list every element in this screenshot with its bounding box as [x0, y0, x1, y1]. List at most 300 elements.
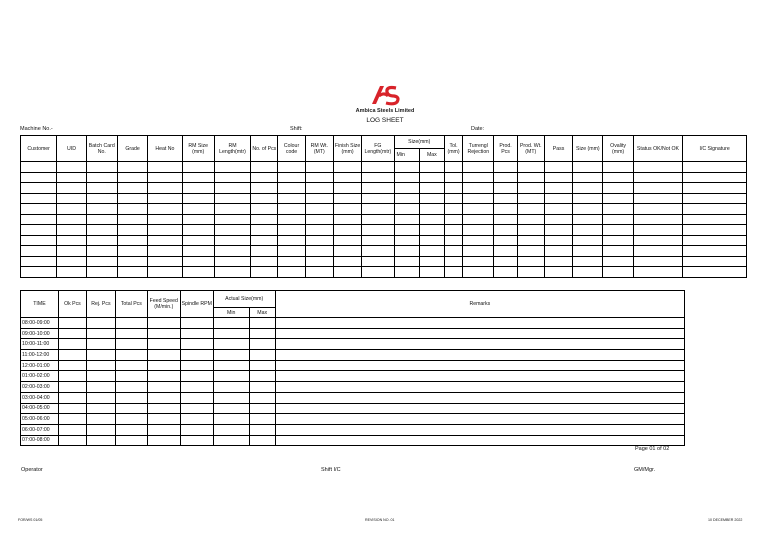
- table-cell[interactable]: [148, 235, 182, 246]
- table-cell[interactable]: [182, 256, 214, 267]
- table-cell[interactable]: [305, 256, 333, 267]
- table-cell[interactable]: [573, 256, 603, 267]
- table-cell[interactable]: [278, 225, 305, 236]
- table-cell[interactable]: [249, 360, 275, 371]
- table-cell[interactable]: [463, 193, 494, 204]
- table-cell[interactable]: [115, 318, 147, 329]
- table-cell[interactable]: [444, 246, 462, 257]
- table-cell[interactable]: [419, 235, 444, 246]
- table-cell[interactable]: [147, 424, 180, 435]
- table-cell[interactable]: [544, 235, 572, 246]
- table-cell[interactable]: [633, 172, 682, 183]
- table-cell[interactable]: [249, 339, 275, 350]
- table-cell[interactable]: [517, 193, 544, 204]
- table-cell[interactable]: [544, 214, 572, 225]
- table-cell[interactable]: [180, 435, 213, 446]
- table-cell[interactable]: [633, 193, 682, 204]
- table-cell[interactable]: [117, 246, 147, 257]
- table-cell[interactable]: [603, 246, 633, 257]
- table-cell[interactable]: [214, 214, 250, 225]
- table-cell[interactable]: [148, 267, 182, 278]
- table-cell[interactable]: [180, 318, 213, 329]
- table-cell[interactable]: [148, 183, 182, 194]
- table-cell[interactable]: [147, 435, 180, 446]
- table-cell[interactable]: [362, 172, 394, 183]
- table-cell[interactable]: [86, 204, 117, 215]
- table-cell[interactable]: [278, 193, 305, 204]
- table-cell[interactable]: [251, 162, 278, 173]
- table-cell[interactable]: [213, 414, 249, 425]
- table-cell[interactable]: [603, 183, 633, 194]
- table-cell[interactable]: [275, 382, 684, 393]
- table-cell[interactable]: [86, 392, 115, 403]
- table-cell[interactable]: [275, 360, 684, 371]
- table-cell[interactable]: [58, 360, 86, 371]
- table-cell[interactable]: [517, 172, 544, 183]
- table-cell[interactable]: [147, 392, 180, 403]
- table-cell[interactable]: [394, 225, 419, 236]
- table-cell[interactable]: [86, 424, 115, 435]
- table-cell[interactable]: [58, 392, 86, 403]
- table-cell[interactable]: [275, 328, 684, 339]
- table-cell[interactable]: [214, 193, 250, 204]
- table-cell[interactable]: [117, 225, 147, 236]
- table-cell[interactable]: [275, 371, 684, 382]
- table-cell[interactable]: [117, 183, 147, 194]
- table-cell[interactable]: [419, 172, 444, 183]
- table-cell[interactable]: [21, 162, 57, 173]
- table-cell[interactable]: [182, 204, 214, 215]
- table-cell[interactable]: [517, 183, 544, 194]
- table-cell[interactable]: [86, 339, 115, 350]
- table-cell[interactable]: [463, 267, 494, 278]
- table-cell[interactable]: [115, 403, 147, 414]
- table-cell[interactable]: [494, 162, 517, 173]
- table-cell[interactable]: [517, 256, 544, 267]
- table-cell[interactable]: [213, 328, 249, 339]
- table-cell[interactable]: [278, 246, 305, 257]
- table-cell[interactable]: [251, 193, 278, 204]
- table-cell[interactable]: [494, 246, 517, 257]
- table-cell[interactable]: [275, 414, 684, 425]
- table-cell[interactable]: [275, 318, 684, 329]
- table-cell[interactable]: [58, 328, 86, 339]
- table-cell[interactable]: [86, 214, 117, 225]
- table-cell[interactable]: [86, 318, 115, 329]
- table-cell[interactable]: [444, 256, 462, 267]
- table-cell[interactable]: [444, 267, 462, 278]
- table-cell[interactable]: [394, 162, 419, 173]
- table-cell[interactable]: [463, 256, 494, 267]
- table-cell[interactable]: [573, 172, 603, 183]
- table-cell[interactable]: [517, 204, 544, 215]
- table-cell[interactable]: [147, 403, 180, 414]
- table-cell[interactable]: [444, 183, 462, 194]
- table-cell[interactable]: [117, 172, 147, 183]
- table-cell[interactable]: [573, 235, 603, 246]
- table-cell[interactable]: [275, 435, 684, 446]
- table-cell[interactable]: [213, 403, 249, 414]
- table-cell[interactable]: [683, 235, 747, 246]
- table-cell[interactable]: [86, 225, 117, 236]
- table-cell[interactable]: [419, 204, 444, 215]
- table-cell[interactable]: [278, 162, 305, 173]
- table-cell[interactable]: [419, 256, 444, 267]
- table-cell[interactable]: [683, 256, 747, 267]
- table-cell[interactable]: [494, 172, 517, 183]
- table-cell[interactable]: [362, 267, 394, 278]
- table-cell[interactable]: [57, 246, 86, 257]
- table-cell[interactable]: [249, 424, 275, 435]
- table-cell[interactable]: [214, 267, 250, 278]
- table-cell[interactable]: [182, 235, 214, 246]
- table-cell[interactable]: [180, 392, 213, 403]
- table-cell[interactable]: [86, 183, 117, 194]
- table-cell[interactable]: [86, 382, 115, 393]
- table-cell[interactable]: [21, 172, 57, 183]
- table-cell[interactable]: [58, 403, 86, 414]
- table-cell[interactable]: [362, 183, 394, 194]
- table-cell[interactable]: [251, 172, 278, 183]
- table-cell[interactable]: [419, 267, 444, 278]
- table-cell[interactable]: [494, 193, 517, 204]
- table-cell[interactable]: [544, 256, 572, 267]
- table-cell[interactable]: [683, 172, 747, 183]
- table-cell[interactable]: [148, 204, 182, 215]
- table-cell[interactable]: [305, 214, 333, 225]
- table-cell[interactable]: [148, 214, 182, 225]
- table-cell[interactable]: [115, 392, 147, 403]
- table-cell[interactable]: [86, 414, 115, 425]
- table-cell[interactable]: [394, 204, 419, 215]
- table-cell[interactable]: [544, 204, 572, 215]
- table-cell[interactable]: [683, 162, 747, 173]
- table-cell[interactable]: [633, 235, 682, 246]
- table-cell[interactable]: [544, 183, 572, 194]
- table-cell[interactable]: [251, 246, 278, 257]
- table-cell[interactable]: [148, 246, 182, 257]
- table-cell[interactable]: [463, 204, 494, 215]
- table-cell[interactable]: [86, 371, 115, 382]
- table-cell[interactable]: [251, 183, 278, 194]
- table-cell[interactable]: [58, 382, 86, 393]
- table-cell[interactable]: [214, 235, 250, 246]
- table-cell[interactable]: [305, 225, 333, 236]
- table-cell[interactable]: [419, 162, 444, 173]
- table-cell[interactable]: [278, 183, 305, 194]
- table-cell[interactable]: [21, 256, 57, 267]
- table-cell[interactable]: [275, 350, 684, 361]
- table-cell[interactable]: [275, 392, 684, 403]
- table-cell[interactable]: [517, 162, 544, 173]
- table-cell[interactable]: [147, 350, 180, 361]
- table-cell[interactable]: [683, 183, 747, 194]
- table-cell[interactable]: [115, 360, 147, 371]
- table-cell[interactable]: [463, 214, 494, 225]
- table-cell[interactable]: [115, 339, 147, 350]
- table-cell[interactable]: [683, 193, 747, 204]
- table-cell[interactable]: [683, 214, 747, 225]
- table-cell[interactable]: [21, 193, 57, 204]
- table-cell[interactable]: [444, 193, 462, 204]
- table-cell[interactable]: [86, 435, 115, 446]
- table-cell[interactable]: [57, 267, 86, 278]
- table-cell[interactable]: [683, 267, 747, 278]
- table-cell[interactable]: [86, 256, 117, 267]
- table-cell[interactable]: [180, 328, 213, 339]
- table-cell[interactable]: [603, 256, 633, 267]
- table-cell[interactable]: [117, 204, 147, 215]
- table-cell[interactable]: [147, 318, 180, 329]
- table-cell[interactable]: [182, 225, 214, 236]
- table-cell[interactable]: [362, 193, 394, 204]
- table-cell[interactable]: [633, 183, 682, 194]
- table-cell[interactable]: [214, 183, 250, 194]
- table-cell[interactable]: [517, 214, 544, 225]
- table-cell[interactable]: [57, 214, 86, 225]
- table-cell[interactable]: [305, 235, 333, 246]
- table-cell[interactable]: [544, 162, 572, 173]
- table-cell[interactable]: [444, 235, 462, 246]
- table-cell[interactable]: [86, 162, 117, 173]
- table-cell[interactable]: [213, 435, 249, 446]
- table-cell[interactable]: [419, 183, 444, 194]
- table-cell[interactable]: [117, 214, 147, 225]
- table-cell[interactable]: [182, 193, 214, 204]
- table-cell[interactable]: [57, 193, 86, 204]
- table-cell[interactable]: [603, 193, 633, 204]
- table-cell[interactable]: [86, 193, 117, 204]
- table-cell[interactable]: [419, 246, 444, 257]
- table-cell[interactable]: [57, 256, 86, 267]
- table-cell[interactable]: [117, 193, 147, 204]
- table-cell[interactable]: [333, 204, 361, 215]
- table-cell[interactable]: [305, 267, 333, 278]
- table-cell[interactable]: [58, 414, 86, 425]
- table-cell[interactable]: [275, 403, 684, 414]
- table-cell[interactable]: [544, 267, 572, 278]
- table-cell[interactable]: [251, 267, 278, 278]
- table-cell[interactable]: [362, 162, 394, 173]
- table-cell[interactable]: [633, 214, 682, 225]
- table-cell[interactable]: [58, 424, 86, 435]
- table-cell[interactable]: [333, 246, 361, 257]
- table-cell[interactable]: [249, 371, 275, 382]
- table-cell[interactable]: [603, 267, 633, 278]
- table-cell[interactable]: [180, 382, 213, 393]
- table-cell[interactable]: [333, 183, 361, 194]
- table-cell[interactable]: [115, 382, 147, 393]
- table-cell[interactable]: [573, 214, 603, 225]
- table-cell[interactable]: [58, 339, 86, 350]
- table-cell[interactable]: [394, 235, 419, 246]
- table-cell[interactable]: [333, 225, 361, 236]
- table-cell[interactable]: [683, 246, 747, 257]
- table-cell[interactable]: [21, 225, 57, 236]
- table-cell[interactable]: [21, 246, 57, 257]
- table-cell[interactable]: [463, 225, 494, 236]
- table-cell[interactable]: [573, 267, 603, 278]
- table-cell[interactable]: [249, 392, 275, 403]
- table-cell[interactable]: [419, 225, 444, 236]
- table-cell[interactable]: [394, 256, 419, 267]
- table-cell[interactable]: [148, 162, 182, 173]
- table-cell[interactable]: [21, 183, 57, 194]
- table-cell[interactable]: [394, 246, 419, 257]
- table-cell[interactable]: [333, 172, 361, 183]
- table-cell[interactable]: [305, 246, 333, 257]
- table-cell[interactable]: [249, 350, 275, 361]
- table-cell[interactable]: [58, 318, 86, 329]
- table-cell[interactable]: [57, 225, 86, 236]
- table-cell[interactable]: [115, 435, 147, 446]
- table-cell[interactable]: [573, 193, 603, 204]
- table-cell[interactable]: [21, 235, 57, 246]
- table-cell[interactable]: [275, 339, 684, 350]
- table-cell[interactable]: [214, 256, 250, 267]
- table-cell[interactable]: [182, 162, 214, 173]
- table-cell[interactable]: [249, 318, 275, 329]
- table-cell[interactable]: [463, 172, 494, 183]
- table-cell[interactable]: [517, 235, 544, 246]
- table-cell[interactable]: [603, 162, 633, 173]
- table-cell[interactable]: [633, 204, 682, 215]
- table-cell[interactable]: [633, 162, 682, 173]
- table-cell[interactable]: [362, 214, 394, 225]
- table-cell[interactable]: [603, 172, 633, 183]
- table-cell[interactable]: [21, 267, 57, 278]
- table-cell[interactable]: [603, 225, 633, 236]
- table-cell[interactable]: [278, 214, 305, 225]
- table-cell[interactable]: [214, 246, 250, 257]
- table-cell[interactable]: [148, 256, 182, 267]
- table-cell[interactable]: [86, 360, 115, 371]
- table-cell[interactable]: [182, 172, 214, 183]
- table-cell[interactable]: [57, 162, 86, 173]
- table-cell[interactable]: [362, 225, 394, 236]
- table-cell[interactable]: [117, 256, 147, 267]
- table-cell[interactable]: [86, 172, 117, 183]
- table-cell[interactable]: [633, 267, 682, 278]
- table-cell[interactable]: [333, 256, 361, 267]
- table-cell[interactable]: [444, 225, 462, 236]
- table-cell[interactable]: [394, 214, 419, 225]
- table-cell[interactable]: [86, 403, 115, 414]
- table-cell[interactable]: [362, 204, 394, 215]
- table-cell[interactable]: [444, 214, 462, 225]
- table-cell[interactable]: [494, 225, 517, 236]
- table-cell[interactable]: [683, 225, 747, 236]
- table-cell[interactable]: [213, 318, 249, 329]
- table-cell[interactable]: [57, 183, 86, 194]
- table-cell[interactable]: [214, 162, 250, 173]
- table-cell[interactable]: [182, 267, 214, 278]
- table-cell[interactable]: [278, 256, 305, 267]
- table-cell[interactable]: [214, 225, 250, 236]
- table-cell[interactable]: [419, 193, 444, 204]
- table-cell[interactable]: [544, 193, 572, 204]
- table-cell[interactable]: [249, 435, 275, 446]
- table-cell[interactable]: [180, 371, 213, 382]
- table-cell[interactable]: [21, 204, 57, 215]
- table-cell[interactable]: [463, 183, 494, 194]
- table-cell[interactable]: [21, 214, 57, 225]
- table-cell[interactable]: [305, 162, 333, 173]
- table-cell[interactable]: [251, 235, 278, 246]
- table-cell[interactable]: [573, 246, 603, 257]
- table-cell[interactable]: [57, 204, 86, 215]
- table-cell[interactable]: [444, 204, 462, 215]
- table-cell[interactable]: [58, 435, 86, 446]
- table-cell[interactable]: [278, 235, 305, 246]
- table-cell[interactable]: [214, 172, 250, 183]
- table-cell[interactable]: [362, 235, 394, 246]
- table-cell[interactable]: [86, 246, 117, 257]
- table-cell[interactable]: [117, 235, 147, 246]
- table-cell[interactable]: [494, 204, 517, 215]
- table-cell[interactable]: [394, 267, 419, 278]
- table-cell[interactable]: [603, 214, 633, 225]
- table-cell[interactable]: [86, 328, 115, 339]
- table-cell[interactable]: [147, 414, 180, 425]
- table-cell[interactable]: [57, 172, 86, 183]
- table-cell[interactable]: [603, 235, 633, 246]
- table-cell[interactable]: [444, 162, 462, 173]
- table-cell[interactable]: [305, 172, 333, 183]
- table-cell[interactable]: [213, 382, 249, 393]
- table-cell[interactable]: [115, 424, 147, 435]
- table-cell[interactable]: [213, 350, 249, 361]
- table-cell[interactable]: [573, 162, 603, 173]
- table-cell[interactable]: [251, 214, 278, 225]
- table-cell[interactable]: [180, 414, 213, 425]
- table-cell[interactable]: [147, 339, 180, 350]
- table-cell[interactable]: [278, 267, 305, 278]
- table-cell[interactable]: [305, 183, 333, 194]
- table-cell[interactable]: [251, 256, 278, 267]
- table-cell[interactable]: [182, 214, 214, 225]
- table-cell[interactable]: [148, 172, 182, 183]
- table-cell[interactable]: [278, 172, 305, 183]
- table-cell[interactable]: [180, 339, 213, 350]
- table-cell[interactable]: [278, 204, 305, 215]
- table-cell[interactable]: [573, 204, 603, 215]
- table-cell[interactable]: [463, 235, 494, 246]
- table-cell[interactable]: [213, 424, 249, 435]
- table-cell[interactable]: [213, 392, 249, 403]
- table-cell[interactable]: [86, 267, 117, 278]
- table-cell[interactable]: [180, 424, 213, 435]
- table-cell[interactable]: [86, 350, 115, 361]
- table-cell[interactable]: [394, 172, 419, 183]
- table-cell[interactable]: [182, 246, 214, 257]
- table-cell[interactable]: [249, 328, 275, 339]
- table-cell[interactable]: [463, 162, 494, 173]
- table-cell[interactable]: [633, 246, 682, 257]
- table-cell[interactable]: [517, 267, 544, 278]
- table-cell[interactable]: [213, 339, 249, 350]
- table-cell[interactable]: [305, 193, 333, 204]
- table-cell[interactable]: [544, 172, 572, 183]
- table-cell[interactable]: [517, 246, 544, 257]
- table-cell[interactable]: [362, 246, 394, 257]
- table-cell[interactable]: [58, 350, 86, 361]
- table-cell[interactable]: [251, 204, 278, 215]
- table-cell[interactable]: [115, 414, 147, 425]
- table-cell[interactable]: [115, 328, 147, 339]
- table-cell[interactable]: [213, 371, 249, 382]
- table-cell[interactable]: [517, 225, 544, 236]
